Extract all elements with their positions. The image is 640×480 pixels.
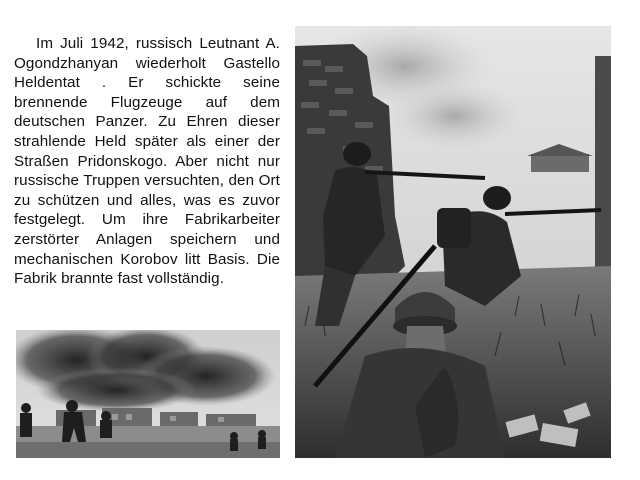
battle-photo bbox=[295, 26, 611, 458]
fire-photo bbox=[16, 330, 280, 458]
body-paragraph: Im Juli 1942, russisch Leutnant A. Ogondzhanyan wiederholt Gastello Heldentat . Er schickte seine brennende Flugzeuge auf dem deutschen Panzer. Zu Ehren dieser strahlende Held später als einer der Straßen Pridonskogo. Aber nicht nur russische Truppen versuchten, den Ort zu schützen und alles, was es zuvor festgelegt. Um ihre Fabrikarbeiter zerstörter Anlagen speichern und mechanischen Korobov litt Basis. Die Fabrik brannte fast vollständig. bbox=[14, 35, 280, 288]
